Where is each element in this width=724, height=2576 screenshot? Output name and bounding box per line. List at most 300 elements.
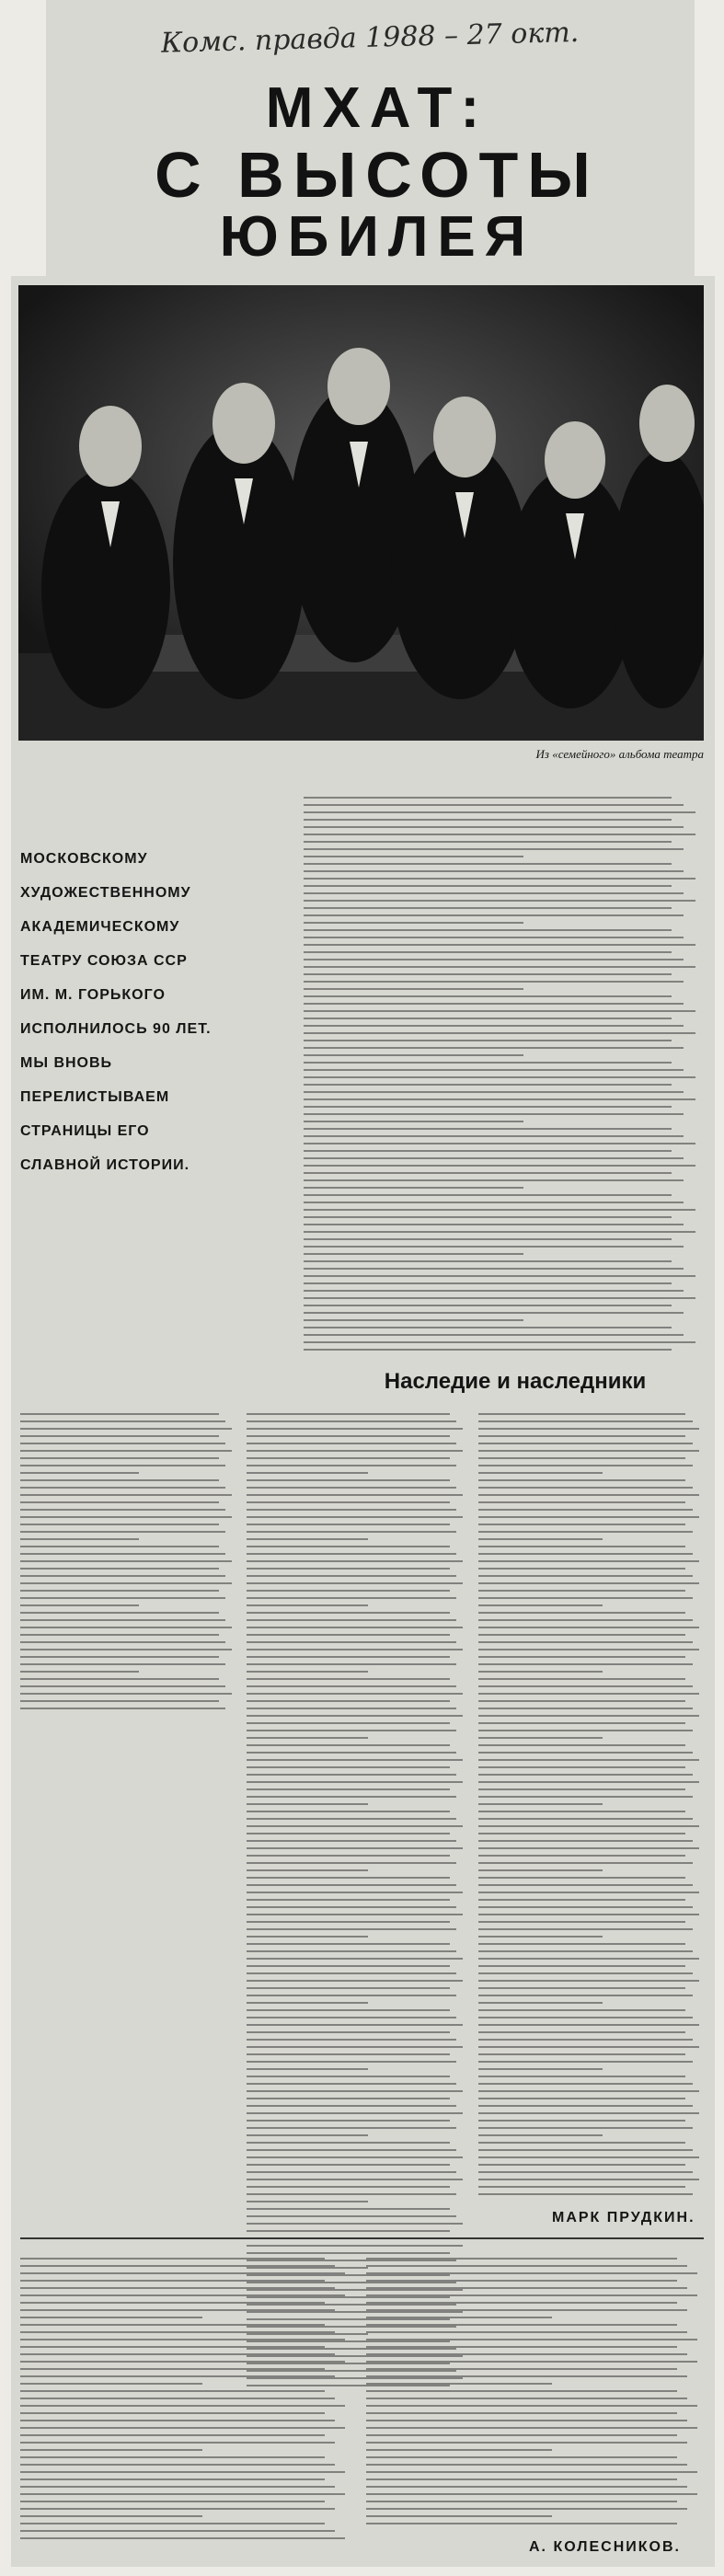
text-line	[478, 1582, 699, 1584]
text-line	[304, 834, 695, 835]
text-line	[247, 1524, 450, 1525]
text-line	[247, 1906, 456, 1908]
text-line	[478, 1708, 693, 1709]
text-line	[304, 1349, 672, 1351]
text-line	[478, 1634, 685, 1636]
text-line	[478, 2083, 693, 2085]
text-line	[478, 2149, 693, 2151]
text-line	[247, 1479, 450, 1481]
text-line	[247, 1936, 368, 1938]
text-line	[247, 2149, 456, 2151]
text-line	[478, 1995, 693, 1996]
text-line	[247, 1811, 450, 1812]
text-line	[478, 1465, 693, 1466]
text-line	[304, 1032, 695, 1034]
text-line	[478, 1759, 699, 1761]
text-line	[247, 1840, 456, 1842]
text-line	[304, 1319, 523, 1321]
text-line	[304, 1187, 523, 1189]
text-line	[304, 981, 684, 983]
text-line	[478, 2053, 685, 2055]
text-line	[20, 2302, 325, 2304]
text-line	[20, 2493, 345, 2495]
text-line	[366, 2331, 687, 2333]
text-line	[247, 1928, 456, 1930]
text-line	[366, 2420, 687, 2421]
text-line	[247, 2164, 450, 2166]
article-column-2-lines	[247, 1413, 467, 2386]
text-line	[478, 1884, 693, 1886]
text-line	[304, 811, 695, 813]
text-line	[20, 2464, 335, 2466]
text-line	[478, 1840, 693, 1842]
text-line	[247, 1641, 456, 1643]
text-line	[247, 2134, 368, 2136]
text-line	[20, 1538, 139, 1540]
text-line	[478, 1700, 685, 1702]
text-line	[478, 1906, 693, 1908]
text-line	[247, 1634, 450, 1636]
text-line	[478, 2186, 685, 2188]
text-line	[366, 2368, 677, 2370]
text-line	[20, 1619, 225, 1621]
text-line	[478, 1516, 699, 1518]
text-line	[247, 1892, 463, 1893]
text-line	[20, 2265, 335, 2267]
text-line	[20, 2508, 335, 2510]
text-line	[247, 1435, 450, 1437]
lead-line: СЛАВНОЙ ИСТОРИИ.	[20, 1157, 190, 1173]
text-line	[304, 1010, 695, 1012]
lead-line: МЫ ВНОВЬ	[20, 1055, 113, 1071]
text-line	[478, 1752, 693, 1754]
text-line	[304, 1121, 523, 1122]
text-line	[247, 1759, 463, 1761]
text-line	[304, 804, 684, 806]
text-line	[20, 2324, 325, 2326]
text-line	[304, 1290, 684, 1292]
text-line	[304, 1084, 672, 1086]
text-line	[247, 1501, 450, 1503]
text-line	[247, 1465, 456, 1466]
text-line	[20, 1671, 139, 1673]
text-line	[20, 2258, 325, 2260]
text-line	[247, 1752, 456, 1754]
text-line	[20, 2390, 325, 2392]
text-line	[478, 1420, 693, 1422]
text-line	[20, 1413, 219, 1415]
text-line	[304, 951, 672, 953]
text-line	[247, 1869, 368, 1871]
text-line	[478, 1950, 693, 1952]
text-line	[247, 2053, 450, 2055]
handwritten-source-note: Комс. правда 1988 – 27 окт.	[160, 16, 580, 60]
bottom-text-left	[20, 2252, 351, 2542]
text-line	[247, 2017, 456, 2018]
text-line	[366, 2309, 687, 2311]
text-line	[304, 1157, 684, 1159]
text-line	[20, 1435, 219, 1437]
text-line	[247, 1833, 450, 1834]
text-line	[304, 1312, 684, 1314]
text-line	[304, 1260, 672, 1262]
text-line	[20, 1575, 225, 1577]
text-line	[247, 1796, 456, 1798]
text-line	[20, 1443, 225, 1444]
text-line	[478, 1501, 685, 1503]
bottom-text-left-lines	[20, 2258, 351, 2539]
text-line	[247, 1972, 456, 1974]
lead-line: МОСКОВСКОМУ	[20, 851, 148, 867]
lead-line: АКАДЕМИЧЕСКОМУ	[20, 919, 180, 935]
text-line	[20, 1420, 225, 1422]
text-line	[478, 1980, 699, 1982]
text-line	[478, 1479, 685, 1481]
text-line	[478, 2193, 693, 2195]
text-line	[20, 2353, 335, 2355]
lead-line: ХУДОЖЕСТВЕННОМУ	[20, 885, 191, 901]
text-line	[478, 2112, 699, 2114]
text-line	[20, 1568, 219, 1570]
text-line	[478, 2105, 693, 2107]
text-line	[247, 2039, 456, 2041]
text-line	[304, 914, 684, 916]
text-line	[247, 1457, 450, 1459]
text-line	[304, 1209, 695, 1211]
text-line	[366, 2258, 677, 2260]
text-line	[304, 1334, 684, 1336]
text-line	[20, 2515, 202, 2517]
group-portrait-illustration	[18, 285, 704, 741]
text-line	[247, 1730, 456, 1731]
headline-line-3: ЮБИЛЕЯ	[219, 205, 535, 269]
text-line	[478, 1803, 603, 1805]
text-line	[20, 1553, 225, 1555]
text-line	[478, 1457, 685, 1459]
text-line	[304, 907, 672, 909]
text-line	[20, 1708, 225, 1709]
text-line	[478, 2009, 685, 2011]
text-line	[247, 2112, 463, 2114]
text-line	[478, 1788, 685, 1790]
text-line	[304, 1231, 695, 1233]
text-line	[20, 1590, 219, 1592]
text-line	[20, 2317, 202, 2318]
text-line	[478, 1538, 603, 1540]
text-line	[247, 1995, 456, 1996]
bottom-author: А. КОЛЕСНИКОВ.	[529, 2539, 681, 2555]
text-line	[247, 1531, 456, 1533]
text-line	[478, 1928, 693, 1930]
text-line	[478, 1641, 693, 1643]
text-line	[20, 2420, 335, 2421]
text-line	[366, 2375, 687, 2377]
text-line	[478, 1943, 685, 1945]
text-line	[478, 1693, 699, 1695]
text-line	[247, 1708, 456, 1709]
text-line	[247, 2179, 463, 2180]
text-line	[478, 1936, 603, 1938]
text-line	[247, 2245, 463, 2247]
text-line	[366, 2294, 697, 2296]
text-line	[304, 1062, 672, 1064]
text-line	[478, 1553, 693, 1555]
text-line	[304, 1275, 695, 1277]
text-line	[20, 1612, 219, 1614]
text-line	[247, 2127, 456, 2129]
text-line	[304, 1305, 672, 1306]
text-line	[247, 1693, 463, 1695]
text-line	[20, 1656, 219, 1658]
text-line	[304, 1054, 523, 1056]
text-line	[247, 1582, 463, 1584]
text-line	[247, 1685, 456, 1687]
text-line	[478, 1612, 685, 1614]
headline-line-2: С ВЫСОТЫ	[155, 139, 600, 211]
text-line	[247, 1413, 450, 1415]
text-line	[304, 1018, 672, 1019]
text-line	[304, 856, 523, 857]
text-line	[247, 1921, 450, 1923]
text-line	[478, 1531, 693, 1533]
text-line	[304, 937, 684, 938]
text-line	[20, 1597, 225, 1599]
text-line	[247, 1656, 450, 1658]
text-line	[247, 1774, 456, 1776]
text-line	[304, 1216, 672, 1218]
text-line	[478, 1737, 603, 1739]
text-line	[304, 1224, 684, 1225]
text-line	[20, 1560, 232, 1562]
text-line	[20, 2530, 335, 2532]
text-line	[304, 1253, 523, 1255]
text-line	[478, 1811, 685, 1812]
text-line	[478, 1869, 603, 1871]
text-line	[247, 1877, 450, 1879]
text-line	[304, 885, 672, 887]
text-line	[247, 2193, 456, 2195]
text-line	[247, 1597, 456, 1599]
text-line	[20, 2339, 345, 2340]
text-line	[478, 1730, 693, 1731]
text-line	[247, 1428, 463, 1430]
text-line	[304, 863, 672, 865]
text-line	[20, 1494, 232, 1496]
text-line	[478, 1685, 693, 1687]
text-line	[304, 1113, 684, 1115]
text-line	[247, 1619, 456, 1621]
text-line	[20, 1479, 219, 1481]
text-line	[478, 1428, 699, 1430]
text-line	[304, 1091, 684, 1093]
text-line	[366, 2287, 687, 2289]
text-line	[247, 1509, 456, 1511]
text-line	[478, 2039, 693, 2041]
text-line	[304, 900, 695, 902]
text-line	[247, 2142, 450, 2144]
text-line	[478, 1892, 699, 1893]
text-line	[366, 2456, 677, 2458]
text-line	[478, 2024, 699, 2026]
text-line	[478, 2098, 685, 2099]
text-line	[478, 2031, 685, 2033]
text-line	[478, 1781, 699, 1783]
text-line	[20, 1700, 219, 1702]
text-line	[247, 2002, 368, 2004]
text-line	[366, 2523, 677, 2524]
text-line	[247, 1516, 463, 1518]
text-line	[20, 1634, 219, 1636]
intro-text-lines	[304, 797, 704, 1351]
text-line	[247, 1546, 450, 1547]
text-line	[478, 1649, 699, 1650]
text-line	[478, 1965, 685, 1967]
text-line	[478, 1921, 685, 1923]
text-line	[366, 2486, 687, 2488]
text-line	[478, 1590, 685, 1592]
text-line	[478, 1546, 685, 1547]
text-line	[247, 1575, 456, 1577]
text-line	[20, 1524, 219, 1525]
text-line	[478, 1656, 685, 1658]
article-column-3	[478, 1408, 704, 2199]
text-line	[478, 1663, 693, 1665]
text-line	[366, 2353, 687, 2355]
text-line	[247, 1420, 456, 1422]
text-line	[478, 1877, 685, 1879]
text-line	[366, 2346, 677, 2348]
text-line	[20, 1487, 225, 1489]
text-line	[20, 1641, 225, 1643]
text-line	[366, 2280, 677, 2282]
text-line	[478, 1862, 693, 1864]
text-line	[20, 2523, 325, 2524]
text-line	[20, 1649, 232, 1650]
text-line	[304, 1202, 684, 1203]
text-line	[304, 988, 523, 990]
text-line	[247, 1847, 463, 1849]
text-line	[366, 2478, 677, 2480]
text-line	[304, 1098, 695, 1100]
text-line	[20, 1627, 232, 1628]
text-line	[478, 1671, 603, 1673]
text-line	[478, 1435, 685, 1437]
text-line	[247, 2098, 450, 2099]
text-line	[247, 2208, 450, 2210]
text-line	[366, 2272, 697, 2274]
text-line	[247, 1590, 450, 1592]
lead-line: ТЕАТРУ СОЮЗА ССР	[20, 953, 188, 969]
text-line	[247, 2046, 463, 2048]
text-line	[304, 870, 684, 872]
text-line	[20, 2280, 325, 2282]
text-line	[366, 2434, 677, 2436]
text-line	[304, 1150, 672, 1152]
text-line	[20, 2434, 325, 2436]
text-line	[20, 1604, 139, 1606]
text-line	[20, 1472, 139, 1474]
text-line	[247, 1700, 450, 1702]
lead-paragraph	[20, 842, 264, 1182]
text-line	[247, 2156, 463, 2158]
lead-line: СТРАНИЦЫ ЕГО	[20, 1123, 150, 1139]
text-line	[20, 2537, 345, 2539]
text-line	[247, 1494, 463, 1496]
text-line	[247, 1663, 456, 1665]
text-line	[247, 2120, 450, 2122]
text-line	[478, 1818, 693, 1820]
text-line	[247, 1553, 456, 1555]
text-line	[366, 2464, 687, 2466]
text-line	[20, 2309, 335, 2311]
text-line	[247, 1472, 368, 1474]
article-column-3-lines	[478, 1413, 704, 2195]
text-line	[478, 1443, 693, 1444]
text-line	[304, 841, 672, 843]
text-line	[247, 2090, 463, 2092]
text-line	[20, 2427, 345, 2429]
text-line	[304, 878, 695, 880]
text-line	[304, 944, 695, 946]
text-line	[247, 1788, 450, 1790]
text-line	[304, 1341, 695, 1343]
text-line	[366, 2449, 552, 2451]
text-line	[247, 1443, 456, 1444]
text-line	[247, 1818, 456, 1820]
text-line	[247, 1980, 463, 1982]
text-line	[20, 1531, 225, 1533]
text-line	[478, 2156, 699, 2158]
text-line	[247, 1803, 368, 1805]
text-line	[304, 1128, 672, 1130]
text-line	[247, 1899, 450, 1901]
text-line	[20, 2272, 345, 2274]
text-line	[304, 1165, 695, 1167]
text-line	[304, 1040, 672, 1041]
article-column-2	[247, 1408, 467, 2392]
text-line	[247, 1914, 463, 1915]
text-line	[304, 797, 672, 799]
text-line	[366, 2398, 687, 2399]
text-line	[478, 2068, 603, 2070]
text-line	[478, 1722, 685, 1724]
text-line	[366, 2471, 697, 2473]
text-line	[247, 2068, 368, 2070]
text-line	[366, 2515, 552, 2517]
text-line	[478, 1524, 685, 1525]
text-line	[247, 2024, 463, 2026]
text-line	[304, 995, 672, 997]
text-line	[304, 1025, 684, 1027]
text-line	[478, 1560, 699, 1562]
text-line	[478, 2164, 685, 2166]
text-line	[366, 2383, 552, 2385]
text-line	[20, 2501, 325, 2502]
text-line	[304, 1246, 684, 1248]
text-line	[366, 2442, 687, 2444]
text-line	[247, 1950, 456, 1952]
text-line	[247, 1487, 456, 1489]
text-line	[20, 2331, 335, 2333]
text-line	[478, 1987, 685, 1989]
text-line	[247, 2215, 456, 2217]
text-line	[247, 1766, 450, 1768]
text-line	[247, 1568, 450, 1570]
text-line	[366, 2405, 697, 2407]
text-line	[478, 1899, 685, 1901]
intro-text	[304, 791, 704, 1352]
text-line	[304, 892, 684, 894]
